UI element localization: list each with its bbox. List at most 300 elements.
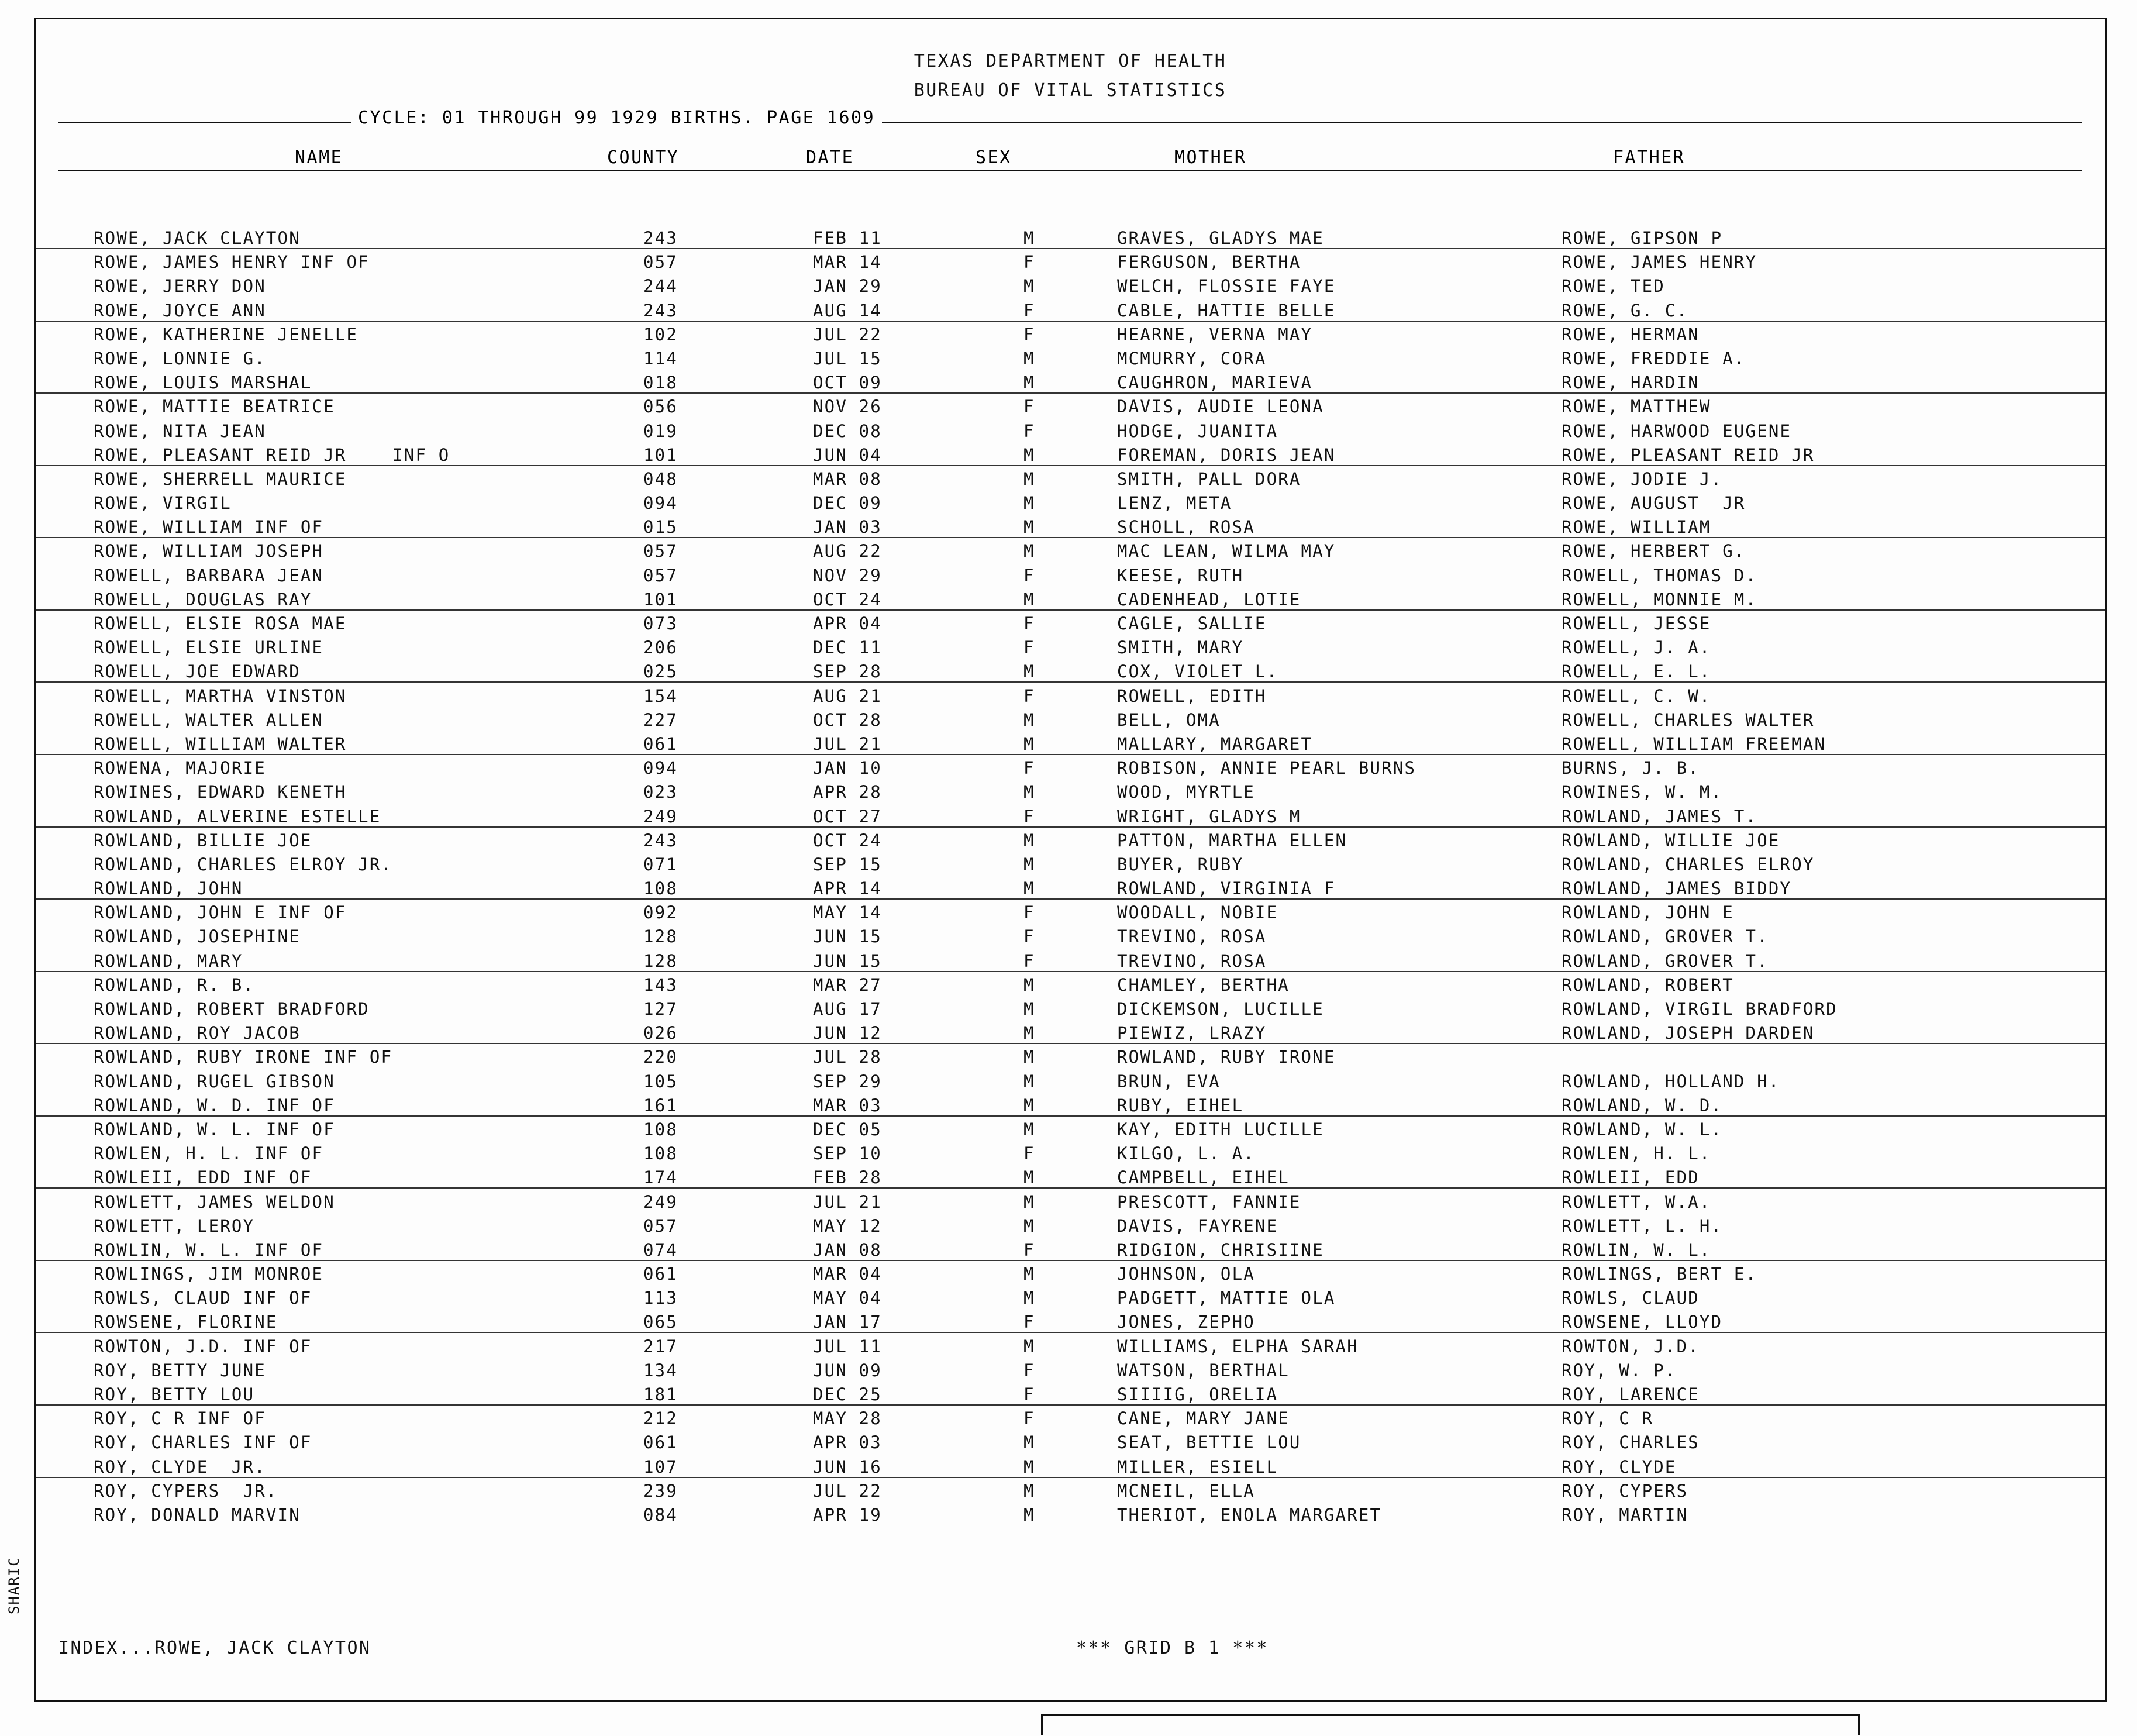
- row-name: ROWELL, ELSIE ROSA MAE: [94, 614, 347, 633]
- row-father: ROWE, G. C.: [1562, 300, 1688, 321]
- row-date: MAY 04: [813, 1288, 882, 1308]
- row-name: ROWENA, MAJORIE: [94, 758, 266, 779]
- row-father: ROY, LARENCE: [1562, 1384, 1700, 1404]
- row-mother: THERIOT, ENOLA MARGARET: [1117, 1504, 1382, 1525]
- table-row: [58, 1143, 2082, 1167]
- table-row: [58, 228, 2082, 252]
- row-father: ROWLAND, JAMES BIDDY: [1562, 879, 1792, 899]
- row-name: ROWELL, WILLIAM WALTER: [94, 733, 347, 754]
- row-county: 154: [643, 686, 678, 706]
- column-header-name: NAME: [290, 147, 347, 168]
- row-sex: M: [1023, 1119, 1035, 1139]
- row-father: ROWLAND, VIRGIL BRADFORD: [1562, 999, 1838, 1019]
- row-name: ROWLAND, W. L. INF OF: [94, 1119, 335, 1139]
- row-rule: [35, 826, 2105, 828]
- row-mother: HEARNE, VERNA MAY: [1117, 324, 1313, 345]
- row-rule: [35, 754, 2105, 755]
- row-county: 094: [643, 758, 678, 779]
- row-date: MAY 28: [813, 1408, 882, 1429]
- row-date: JUN 04: [813, 445, 882, 465]
- row-county: 048: [643, 469, 678, 489]
- report-header: [58, 47, 2082, 105]
- row-father: ROY, W. P.: [1562, 1360, 1677, 1380]
- table-row: [58, 1216, 2082, 1240]
- row-county: 025: [643, 662, 678, 682]
- row-sex: M: [1023, 999, 1035, 1019]
- row-date: DEC 11: [813, 638, 882, 658]
- row-name: ROWE, JOYCE ANN: [94, 300, 266, 321]
- row-date: MAR 27: [813, 974, 882, 995]
- row-county: 057: [643, 541, 678, 562]
- row-rule: [35, 537, 2105, 538]
- row-name: ROWE, MATTIE BEATRICE: [94, 397, 335, 417]
- row-mother: CABLE, HATTIE BELLE: [1117, 300, 1336, 321]
- row-county: 056: [643, 397, 678, 417]
- cycle-line: [58, 108, 2082, 135]
- row-sex: F: [1023, 421, 1035, 441]
- footer-grid: *** GRID B 1 ***: [1076, 1638, 1269, 1658]
- table-row: [58, 614, 2082, 638]
- row-county: 174: [643, 1167, 678, 1188]
- row-father: ROWELL, J. A.: [1562, 638, 1711, 658]
- row-county: 057: [643, 565, 678, 585]
- row-father: ROWLAND, GROVER T.: [1562, 950, 1769, 971]
- row-name: ROWELL, BARBARA JEAN: [94, 565, 324, 585]
- row-name: ROY, CHARLES INF OF: [94, 1432, 312, 1453]
- row-rule: [35, 609, 2105, 611]
- row-mother: CHAMLEY, BERTHA: [1117, 974, 1290, 995]
- row-mother: DICKEMSON, LUCILLE: [1117, 999, 1324, 1019]
- row-date: DEC 05: [813, 1119, 882, 1139]
- row-county: 239: [643, 1480, 678, 1501]
- row-sex: F: [1023, 686, 1035, 706]
- row-county: 206: [643, 638, 678, 658]
- agency-title: TEXAS DEPARTMENT OF HEALTH: [914, 51, 1227, 71]
- row-name: ROWE, LOUIS MARSHAL: [94, 373, 312, 393]
- row-date: JUL 21: [813, 733, 882, 754]
- row-date: JUL 22: [813, 1480, 882, 1501]
- row-name: ROWLAND, JOHN E INF OF: [94, 903, 347, 923]
- row-county: 128: [643, 950, 678, 971]
- row-date: MAY 12: [813, 1215, 882, 1236]
- row-date: JAN 29: [813, 276, 882, 297]
- row-date: DEC 09: [813, 493, 882, 514]
- row-father: ROWE, JODIE J.: [1562, 469, 1723, 489]
- row-mother: CAGLE, SALLIE: [1117, 614, 1267, 633]
- row-name: ROWTON, J.D. INF OF: [94, 1336, 312, 1356]
- row-date: JAN 03: [813, 517, 882, 538]
- row-name: ROWLAND, RUGEL GIBSON: [94, 1071, 335, 1091]
- row-name: ROWLAND, RUBY IRONE INF OF: [94, 1047, 393, 1067]
- row-date: MAR 04: [813, 1264, 882, 1284]
- table-row: [58, 855, 2082, 879]
- column-headers: [58, 147, 2082, 181]
- row-sex: F: [1023, 614, 1035, 633]
- row-rule: [35, 321, 2105, 322]
- row-county: 128: [643, 926, 678, 947]
- row-mother: FOREMAN, DORIS JEAN: [1117, 445, 1336, 465]
- row-county: 026: [643, 1023, 678, 1043]
- row-name: ROWLAND, ROBERT BRADFORD: [94, 999, 370, 1019]
- row-mother: ROWLAND, RUBY IRONE: [1117, 1047, 1336, 1067]
- row-mother: MCMURRY, CORA: [1117, 348, 1267, 368]
- row-sex: F: [1023, 1143, 1035, 1164]
- row-name: ROWELL, MARTHA VINSTON: [94, 686, 347, 706]
- row-county: 101: [643, 445, 678, 465]
- row-father: ROWLAND, HOLLAND H.: [1562, 1071, 1780, 1091]
- table-row: [58, 1505, 2082, 1529]
- row-name: ROWLAND, ROY JACOB: [94, 1023, 301, 1043]
- row-county: 243: [643, 830, 678, 850]
- table-row: [58, 397, 2082, 421]
- row-date: AUG 17: [813, 999, 882, 1019]
- row-county: 102: [643, 324, 678, 345]
- row-name: ROWELL, WALTER ALLEN: [94, 709, 324, 730]
- row-sex: M: [1023, 1336, 1035, 1356]
- row-name: ROWLAND, MARY: [94, 950, 243, 971]
- row-name: ROWE, WILLIAM INF OF: [94, 517, 324, 538]
- row-mother: CAUGHRON, MARIEVA: [1117, 373, 1313, 393]
- row-date: AUG 22: [813, 541, 882, 562]
- table-row: [58, 1120, 2082, 1143]
- side-margin-label: SHARIC: [6, 1556, 22, 1614]
- row-mother: GRAVES, GLADYS MAE: [1117, 228, 1324, 248]
- row-name: ROWE, SHERRELL MAURICE: [94, 469, 347, 489]
- row-sex: M: [1023, 1264, 1035, 1284]
- row-name: ROWE, LONNIE G.: [94, 348, 266, 368]
- row-father: ROWLAND, JOSEPH DARDEN: [1562, 1023, 1815, 1043]
- row-date: JAN 10: [813, 758, 882, 779]
- table-row: [58, 686, 2082, 710]
- table-row: [58, 807, 2082, 831]
- row-mother: WELCH, FLOSSIE FAYE: [1117, 276, 1336, 297]
- row-county: 217: [643, 1336, 678, 1356]
- row-sex: F: [1023, 950, 1035, 971]
- row-date: MAR 03: [813, 1095, 882, 1115]
- table-row: [58, 373, 2082, 397]
- row-father: ROWE, GIPSON P: [1562, 228, 1723, 248]
- row-mother: JONES, ZEPHO: [1117, 1312, 1255, 1332]
- table-row: [58, 1384, 2082, 1408]
- row-mother: PADGETT, MATTIE OLA: [1117, 1288, 1336, 1308]
- column-header-sex: SEX: [971, 147, 1016, 168]
- row-sex: F: [1023, 1408, 1035, 1429]
- row-father: ROWELL, CHARLES WALTER: [1562, 709, 1815, 730]
- row-father: ROY, MARTIN: [1562, 1504, 1688, 1525]
- table-row: [58, 566, 2082, 590]
- table-row: [58, 710, 2082, 734]
- row-father: ROY, CLYDE: [1562, 1456, 1677, 1477]
- row-mother: ROWELL, EDITH: [1117, 686, 1267, 706]
- table-row: [58, 903, 2082, 926]
- row-mother: ROBISON, ANNIE PEARL BURNS: [1117, 758, 1416, 779]
- row-county: 061: [643, 733, 678, 754]
- row-rule: [35, 392, 2105, 394]
- row-county: 113: [643, 1288, 678, 1308]
- row-father: ROWLEN, H. L.: [1562, 1143, 1711, 1164]
- row-sex: M: [1023, 517, 1035, 538]
- row-date: NOV 26: [813, 397, 882, 417]
- row-mother: WOODALL, NOBIE: [1117, 903, 1278, 923]
- row-sex: M: [1023, 589, 1035, 609]
- row-county: 105: [643, 1071, 678, 1091]
- row-name: ROWLETT, LEROY: [94, 1215, 255, 1236]
- row-mother: TREVINO, ROSA: [1117, 926, 1267, 947]
- row-mother: PIEWIZ, LRAZY: [1117, 1023, 1267, 1043]
- row-mother: DAVIS, AUDIE LEONA: [1117, 397, 1324, 417]
- birth-records-table: [58, 228, 2082, 1529]
- row-father: ROWE, HARWOOD EUGENE: [1562, 421, 1792, 441]
- row-sex: F: [1023, 300, 1035, 321]
- row-county: 227: [643, 709, 678, 730]
- row-county: 018: [643, 373, 678, 393]
- table-row: [58, 301, 2082, 325]
- row-county: 212: [643, 1408, 678, 1429]
- table-row: [58, 975, 2082, 999]
- row-county: 249: [643, 806, 678, 826]
- table-row: [58, 469, 2082, 493]
- row-father: ROWE, JAMES HENRY: [1562, 252, 1757, 273]
- row-mother: MCNEIL, ELLA: [1117, 1480, 1255, 1501]
- table-row: [58, 1432, 2082, 1456]
- row-sex: F: [1023, 397, 1035, 417]
- row-mother: BELL, OMA: [1117, 709, 1221, 730]
- row-sex: F: [1023, 806, 1035, 826]
- row-mother: SIIIIG, ORELIA: [1117, 1384, 1278, 1404]
- row-mother: MAC LEAN, WILMA MAY: [1117, 541, 1336, 562]
- cycle-text: CYCLE: 01 THROUGH 99 1929 BIRTHS. PAGE 1609: [351, 108, 882, 128]
- table-row: [58, 1408, 2082, 1432]
- row-sex: M: [1023, 854, 1035, 874]
- row-name: ROWE, JAMES HENRY INF OF: [94, 252, 370, 273]
- table-row: [58, 493, 2082, 517]
- row-county: 073: [643, 614, 678, 633]
- row-father: ROWLAND, GROVER T.: [1562, 926, 1769, 947]
- row-date: APR 03: [813, 1432, 882, 1453]
- row-father: ROY, CHARLES: [1562, 1432, 1700, 1453]
- table-row: [58, 638, 2082, 662]
- row-date: APR 28: [813, 782, 882, 802]
- table-row: [58, 1360, 2082, 1384]
- table-row: [58, 276, 2082, 300]
- row-name: ROY, CLYDE JR.: [94, 1456, 266, 1477]
- row-father: ROWLAND, WILLIE JOE: [1562, 830, 1780, 850]
- row-father: ROWELL, THOMAS D.: [1562, 565, 1757, 585]
- table-row: [58, 1192, 2082, 1216]
- row-sex: M: [1023, 1215, 1035, 1236]
- table-row: [58, 926, 2082, 950]
- row-sex: M: [1023, 1432, 1035, 1453]
- row-father: ROWE, TED: [1562, 276, 1665, 297]
- row-father: ROWELL, MONNIE M.: [1562, 589, 1757, 609]
- row-name: ROWE, KATHERINE JENELLE: [94, 324, 359, 345]
- row-mother: KAY, EDITH LUCILLE: [1117, 1119, 1324, 1139]
- row-father: BURNS, J. B.: [1562, 758, 1700, 779]
- row-date: NOV 29: [813, 565, 882, 585]
- row-mother: WATSON, BERTHAL: [1117, 1360, 1290, 1380]
- row-sex: M: [1023, 974, 1035, 995]
- row-sex: M: [1023, 493, 1035, 514]
- row-father: ROWLINGS, BERT E.: [1562, 1264, 1757, 1284]
- row-county: 108: [643, 1143, 678, 1164]
- row-father: ROWELL, JESSE: [1562, 614, 1711, 633]
- row-name: ROWLS, CLAUD INF OF: [94, 1288, 312, 1308]
- row-sex: M: [1023, 1504, 1035, 1525]
- row-name: ROY, BETTY JUNE: [94, 1360, 266, 1380]
- row-father: ROWLS, CLAUD: [1562, 1288, 1700, 1308]
- table-row: [58, 1167, 2082, 1191]
- row-county: 220: [643, 1047, 678, 1067]
- table-row: [58, 758, 2082, 782]
- row-name: ROWLAND, ALVERINE ESTELLE: [94, 806, 381, 826]
- row-sex: M: [1023, 228, 1035, 248]
- row-name: ROY, C R INF OF: [94, 1408, 266, 1429]
- row-mother: WRIGHT, GLADYS M: [1117, 806, 1301, 826]
- row-mother: CADENHEAD, LOTIE: [1117, 589, 1301, 609]
- column-header-mother: MOTHER: [1170, 147, 1251, 168]
- row-county: 074: [643, 1239, 678, 1260]
- table-row: [58, 1096, 2082, 1120]
- table-row: [58, 349, 2082, 373]
- row-county: 101: [643, 589, 678, 609]
- table-row: [58, 590, 2082, 614]
- row-father: ROWTON, J.D.: [1562, 1336, 1700, 1356]
- row-father: ROWLAND, CHARLES ELROY: [1562, 854, 1815, 874]
- column-header-county: COUNTY: [602, 147, 684, 168]
- row-sex: F: [1023, 903, 1035, 923]
- row-name: ROWLETT, JAMES WELDON: [94, 1191, 335, 1212]
- row-date: JAN 08: [813, 1239, 882, 1260]
- row-sex: F: [1023, 1360, 1035, 1380]
- row-county: 061: [643, 1264, 678, 1284]
- row-mother: JOHNSON, OLA: [1117, 1264, 1255, 1284]
- row-rule: [35, 1477, 2105, 1478]
- row-county: 249: [643, 1191, 678, 1212]
- row-name: ROWE, VIRGIL: [94, 493, 232, 514]
- row-father: ROWLETT, W.A.: [1562, 1191, 1711, 1212]
- row-name: ROWINES, EDWARD KENETH: [94, 782, 347, 802]
- row-name: ROWLAND, JOHN: [94, 879, 243, 899]
- row-name: ROWLAND, BILLIE JOE: [94, 830, 312, 850]
- table-row: [58, 1312, 2082, 1336]
- row-mother: PRESCOTT, FANNIE: [1117, 1191, 1301, 1212]
- row-date: JUL 22: [813, 324, 882, 345]
- row-county: 084: [643, 1504, 678, 1525]
- row-father: ROY, CYPERS: [1562, 1480, 1688, 1501]
- row-father: ROWE, HARDIN: [1562, 373, 1700, 393]
- row-mother: BUYER, RUBY: [1117, 854, 1244, 874]
- row-sex: M: [1023, 445, 1035, 465]
- row-name: ROY, CYPERS JR.: [94, 1480, 278, 1501]
- row-county: 108: [643, 1119, 678, 1139]
- row-county: 244: [643, 276, 678, 297]
- row-rule: [35, 1260, 2105, 1261]
- table-row: [58, 879, 2082, 903]
- row-date: AUG 14: [813, 300, 882, 321]
- row-mother: FERGUSON, BERTHA: [1117, 252, 1301, 273]
- table-row: [58, 1072, 2082, 1096]
- table-row: [58, 831, 2082, 855]
- row-date: OCT 09: [813, 373, 882, 393]
- row-date: OCT 27: [813, 806, 882, 826]
- row-mother: TREVINO, ROSA: [1117, 950, 1267, 971]
- table-row: [58, 734, 2082, 758]
- row-date: DEC 25: [813, 1384, 882, 1404]
- row-county: 094: [643, 493, 678, 514]
- row-sex: F: [1023, 565, 1035, 585]
- row-name: ROWE, JACK CLAYTON: [94, 228, 301, 248]
- table-row: [58, 517, 2082, 541]
- row-father: ROWELL, E. L.: [1562, 662, 1711, 682]
- row-county: 023: [643, 782, 678, 802]
- row-sex: F: [1023, 1312, 1035, 1332]
- row-name: ROWELL, JOE EDWARD: [94, 662, 301, 682]
- row-name: ROWLIN, W. L. INF OF: [94, 1239, 324, 1260]
- row-father: ROWSENE, LLOYD: [1562, 1312, 1723, 1332]
- row-mother: DAVIS, FAYRENE: [1117, 1215, 1278, 1236]
- column-header-rule: [58, 170, 2082, 171]
- table-row: [58, 951, 2082, 975]
- table-row: [58, 1457, 2082, 1481]
- row-father: ROWE, FREDDIE A.: [1562, 348, 1746, 368]
- row-rule: [35, 1332, 2105, 1333]
- row-sex: M: [1023, 662, 1035, 682]
- table-row: [58, 1047, 2082, 1071]
- row-county: 071: [643, 854, 678, 874]
- row-father: ROWE, HERMAN: [1562, 324, 1700, 345]
- row-date: OCT 28: [813, 709, 882, 730]
- row-sex: F: [1023, 1384, 1035, 1404]
- column-header-father: FATHER: [1608, 147, 1690, 168]
- row-sex: M: [1023, 1191, 1035, 1212]
- row-mother: CAMPBELL, EIHEL: [1117, 1167, 1290, 1188]
- row-name: ROWSENE, FLORINE: [94, 1312, 278, 1332]
- row-county: 243: [643, 228, 678, 248]
- row-county: 134: [643, 1360, 678, 1380]
- row-name: ROWLAND, CHARLES ELROY JR.: [94, 854, 393, 874]
- row-mother: PATTON, MARTHA ELLEN: [1117, 830, 1347, 850]
- row-date: DEC 08: [813, 421, 882, 441]
- row-sex: F: [1023, 324, 1035, 345]
- row-father: ROWLAND, W. D.: [1562, 1095, 1723, 1115]
- row-rule: [35, 681, 2105, 683]
- row-name: ROWLINGS, JIM MONROE: [94, 1264, 324, 1284]
- row-sex: M: [1023, 733, 1035, 754]
- row-father: ROWE, WILLIAM: [1562, 517, 1711, 538]
- row-date: JUN 12: [813, 1023, 882, 1043]
- row-father: ROWLAND, JOHN E: [1562, 903, 1734, 923]
- row-county: 019: [643, 421, 678, 441]
- row-county: 015: [643, 517, 678, 538]
- row-date: SEP 28: [813, 662, 882, 682]
- row-father: ROWLETT, L. H.: [1562, 1215, 1723, 1236]
- row-sex: M: [1023, 1167, 1035, 1188]
- row-sex: M: [1023, 1047, 1035, 1067]
- row-rule: [35, 465, 2105, 466]
- row-father: ROWLAND, JAMES T.: [1562, 806, 1757, 826]
- row-name: ROY, DONALD MARVIN: [94, 1504, 301, 1525]
- row-county: 107: [643, 1456, 678, 1477]
- row-name: ROY, BETTY LOU: [94, 1384, 255, 1404]
- row-mother: RUBY, EIHEL: [1117, 1095, 1244, 1115]
- table-row: [58, 1337, 2082, 1360]
- row-date: JUN 15: [813, 926, 882, 947]
- row-date: MAR 14: [813, 252, 882, 273]
- row-mother: ROWLAND, VIRGINIA F: [1117, 879, 1336, 899]
- row-name: ROWE, WILLIAM JOSEPH: [94, 541, 324, 562]
- row-sex: M: [1023, 1095, 1035, 1115]
- row-sex: F: [1023, 1239, 1035, 1260]
